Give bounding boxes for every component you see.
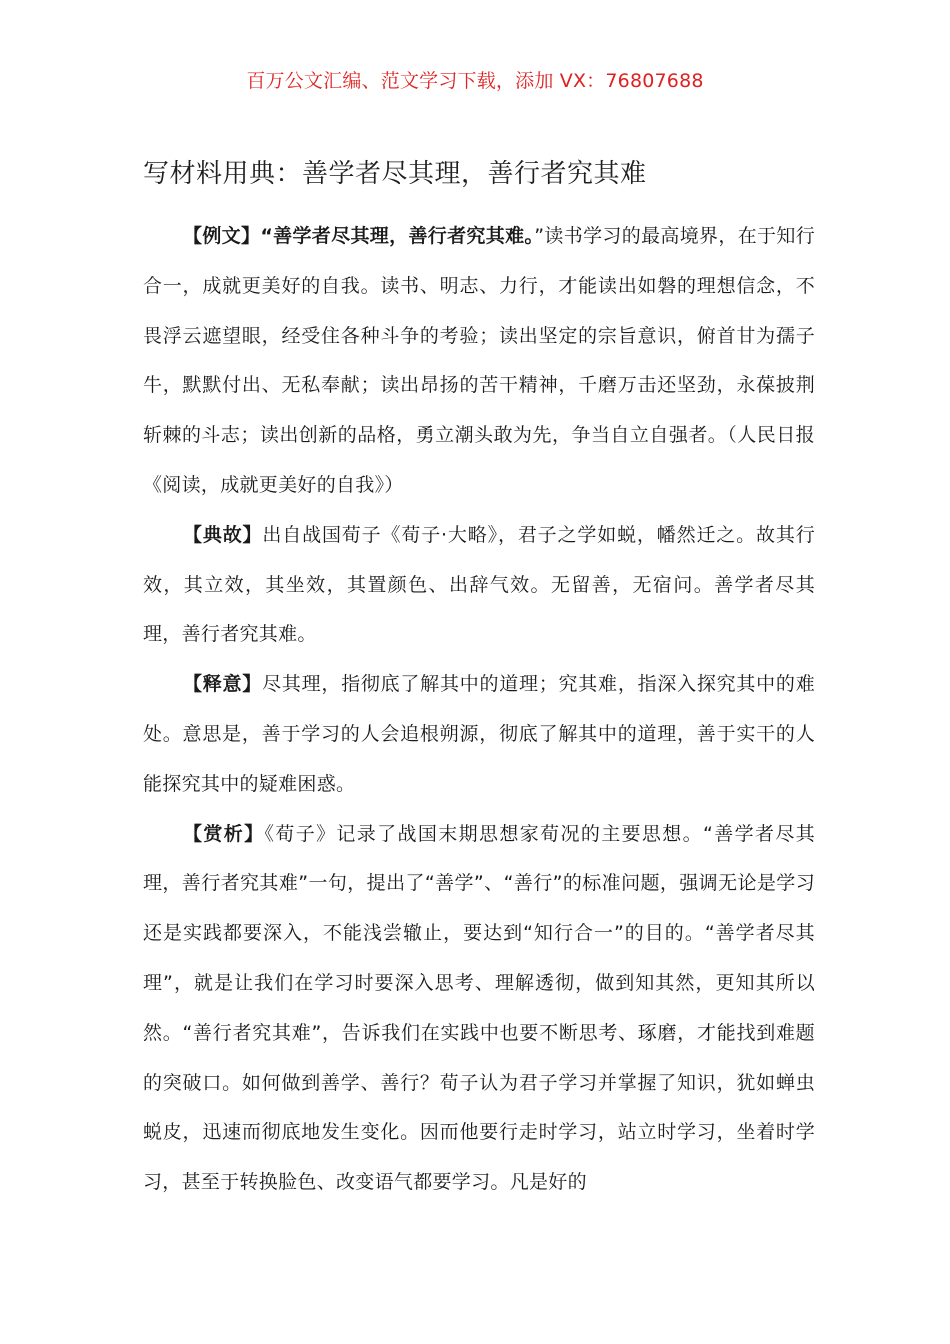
meaning-paragraph	[143, 660, 815, 809]
example-paragraph	[143, 212, 815, 511]
example-tag: 【例文】	[183, 225, 261, 247]
analysis-paragraph	[143, 810, 815, 1208]
document-body	[143, 212, 815, 1208]
meaning-text: 尽其理，指彻底了解其中的道理；究其难，指深入探究其中的难处。意思是，善于学习的人会追根朔源，彻底了解其中的道理，善于实干的人能探究其中的疑难困惑。	[143, 673, 815, 795]
watermark-header-note: 百万公文汇编、范文学习下载，添加 VX：76807688	[246, 70, 704, 92]
example-quote: “善学者尽其理，善行者究其难。	[260, 225, 535, 247]
meaning-tag: 【释意】	[183, 673, 263, 696]
example-text: ”读书学习的最高境界，在于知行合一，成就更美好的自我。读书、明志、力行，才能读出如磐的理想信念，不畏浮云遮望眼，经受住各种斗争的考验；读出坚定的宗旨意识，俯首甘为孺子牛，默默付出、无私奉献；读出昂扬的苦干精神，千磨万击还坚劲，永葆披荆斩棘的斗志；读出创新的品格，勇立潮头敢为先，争当自立自强者。（人民日报《阅读，成就更美好的自我》）	[143, 225, 815, 496]
allusion-paragraph	[143, 511, 815, 660]
analysis-text: 《荀子》记录了战国末期思想家荀况的主要思想。“善学者尽其理，善行者究其难”一句，提出了“善学”、“善行”的标准问题，强调无论是学习还是实践都要深入，不能浅尝辙止，要达到“知行合一”的目的。“善学者尽其理”，就是让我们在学习时要深入思考、理解透彻，做到知其然，更知其所以然。“善行者究其难”，告诉我们在实践中也要不断思考、琢磨，才能找到难题的突破口。如何做到善学、善行？荀子认为君子学习并掌握了知识，犹如蝉虫蜕皮，迅速而彻底地发生变化。因而他要行走时学习，站立时学习，坐着时学习，甚至于转换脸色、改变语气都要学习。凡是好的	[143, 822, 815, 1194]
page-title: 写材料用典：善学者尽其理，善行者究其难	[143, 159, 647, 189]
analysis-tag: 【赏析】	[183, 822, 265, 845]
allusion-text: 出自战国荀子《荀子·大略》，君子之学如蜕，幡然迁之。故其行效，其立效，其坐效，其置颜色、出辞气效。无留善，无宿问。善学者尽其理，善行者究其难。	[143, 523, 816, 646]
allusion-tag: 【典故】	[183, 523, 263, 546]
